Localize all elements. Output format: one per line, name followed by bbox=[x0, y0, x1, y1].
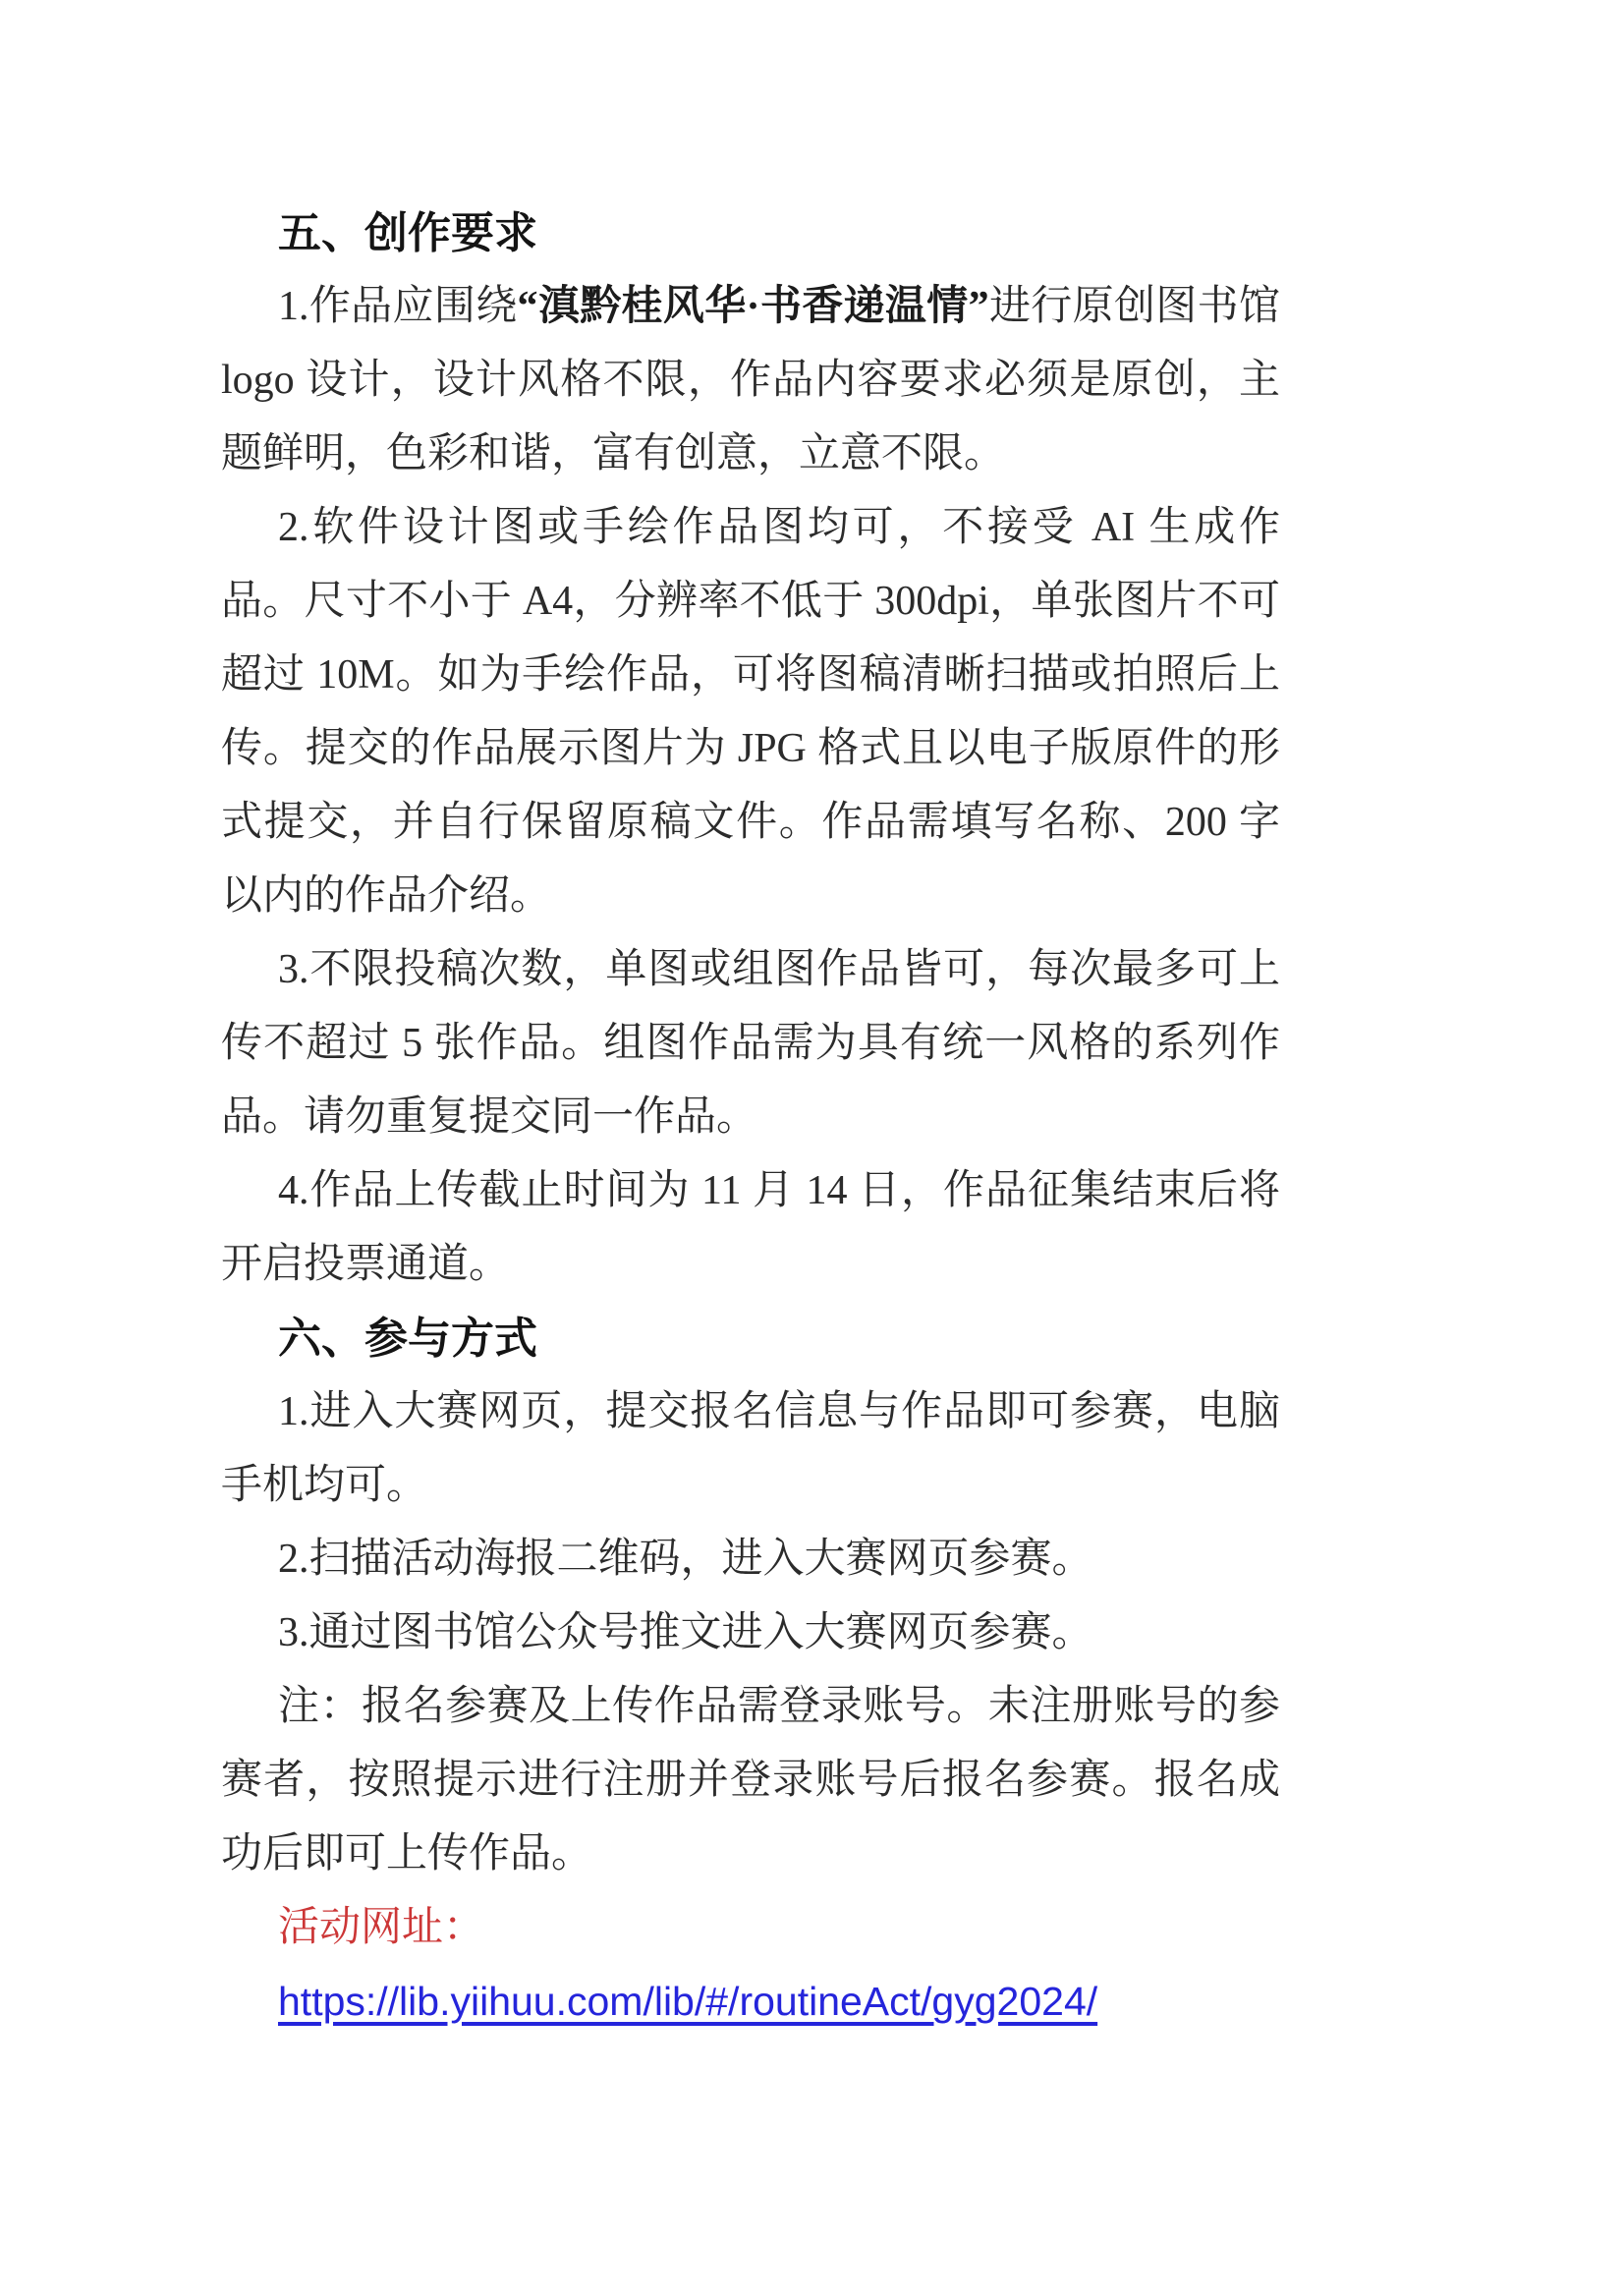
paragraph-creation-4: 4.作品上传截止时间为 11 月 14 日，作品征集结束后将开启投票通道。 bbox=[221, 1168, 1280, 1287]
document-content bbox=[221, 196, 1280, 2040]
paragraph-participation-3: 3.通过图书馆公众号推文进入大赛网页参赛。 bbox=[278, 1610, 1093, 1655]
activity-url-link[interactable]: https://lib.yiihuu.com/lib/#/routineAct/gyg2024/ bbox=[278, 1979, 1098, 2024]
paragraph-participation-note: 注：报名参赛及上传作品需登录账号。未注册账号的参赛者，按照提示进行注册并登录账号后报名参赛。报名成功后即可上传作品。 bbox=[221, 1684, 1280, 1876]
paragraph-creation-3: 3.不限投稿次数，单图或组图作品皆可，每次最多可上传不超过 5 张作品。组图作品需为具有统一风格的系列作品。请勿重复提交同一作品。 bbox=[221, 947, 1280, 1140]
paragraph-creation-1 bbox=[221, 270, 1280, 491]
section-heading-creation-requirements: 五、创作要求 bbox=[278, 209, 537, 257]
paragraph-participation-1: 1.进入大赛网页，提交报名信息与作品即可参赛，电脑手机均可。 bbox=[221, 1389, 1280, 1508]
section-heading-participation: 六、参与方式 bbox=[278, 1315, 537, 1363]
activity-url-label: 活动网址： bbox=[278, 1905, 485, 1950]
paragraph-creation-1-post: 进行原创图书馆 logo 设计，设计风格不限，作品内容要求必须是原创，主题鲜明，色彩和谐，富有创意，立意不限。 bbox=[221, 284, 1280, 476]
paragraph-participation-2: 2.扫描活动海报二维码，进入大赛网页参赛。 bbox=[278, 1537, 1093, 1582]
paragraph-creation-1-pre: 1.作品应围绕 bbox=[278, 284, 518, 329]
contest-theme-title: “滇黔桂风华·书香递温情” bbox=[517, 284, 989, 329]
paragraph-creation-2: 2.软件设计图或手绘作品图均可，不接受 AI 生成作品。尺寸不小于 A4，分辨率不低于 300dpi，单张图片不可超过 10M。如为手绘作品，可将图稿清晰扫描或拍照后上传。提交的作品展示图片为 JPG 格式且以电子版原件的形式提交，并自行保留原稿文件。作品需填写名称、200 字以内的作品介绍。 bbox=[221, 505, 1280, 919]
activity-url-line bbox=[221, 1965, 1280, 2040]
